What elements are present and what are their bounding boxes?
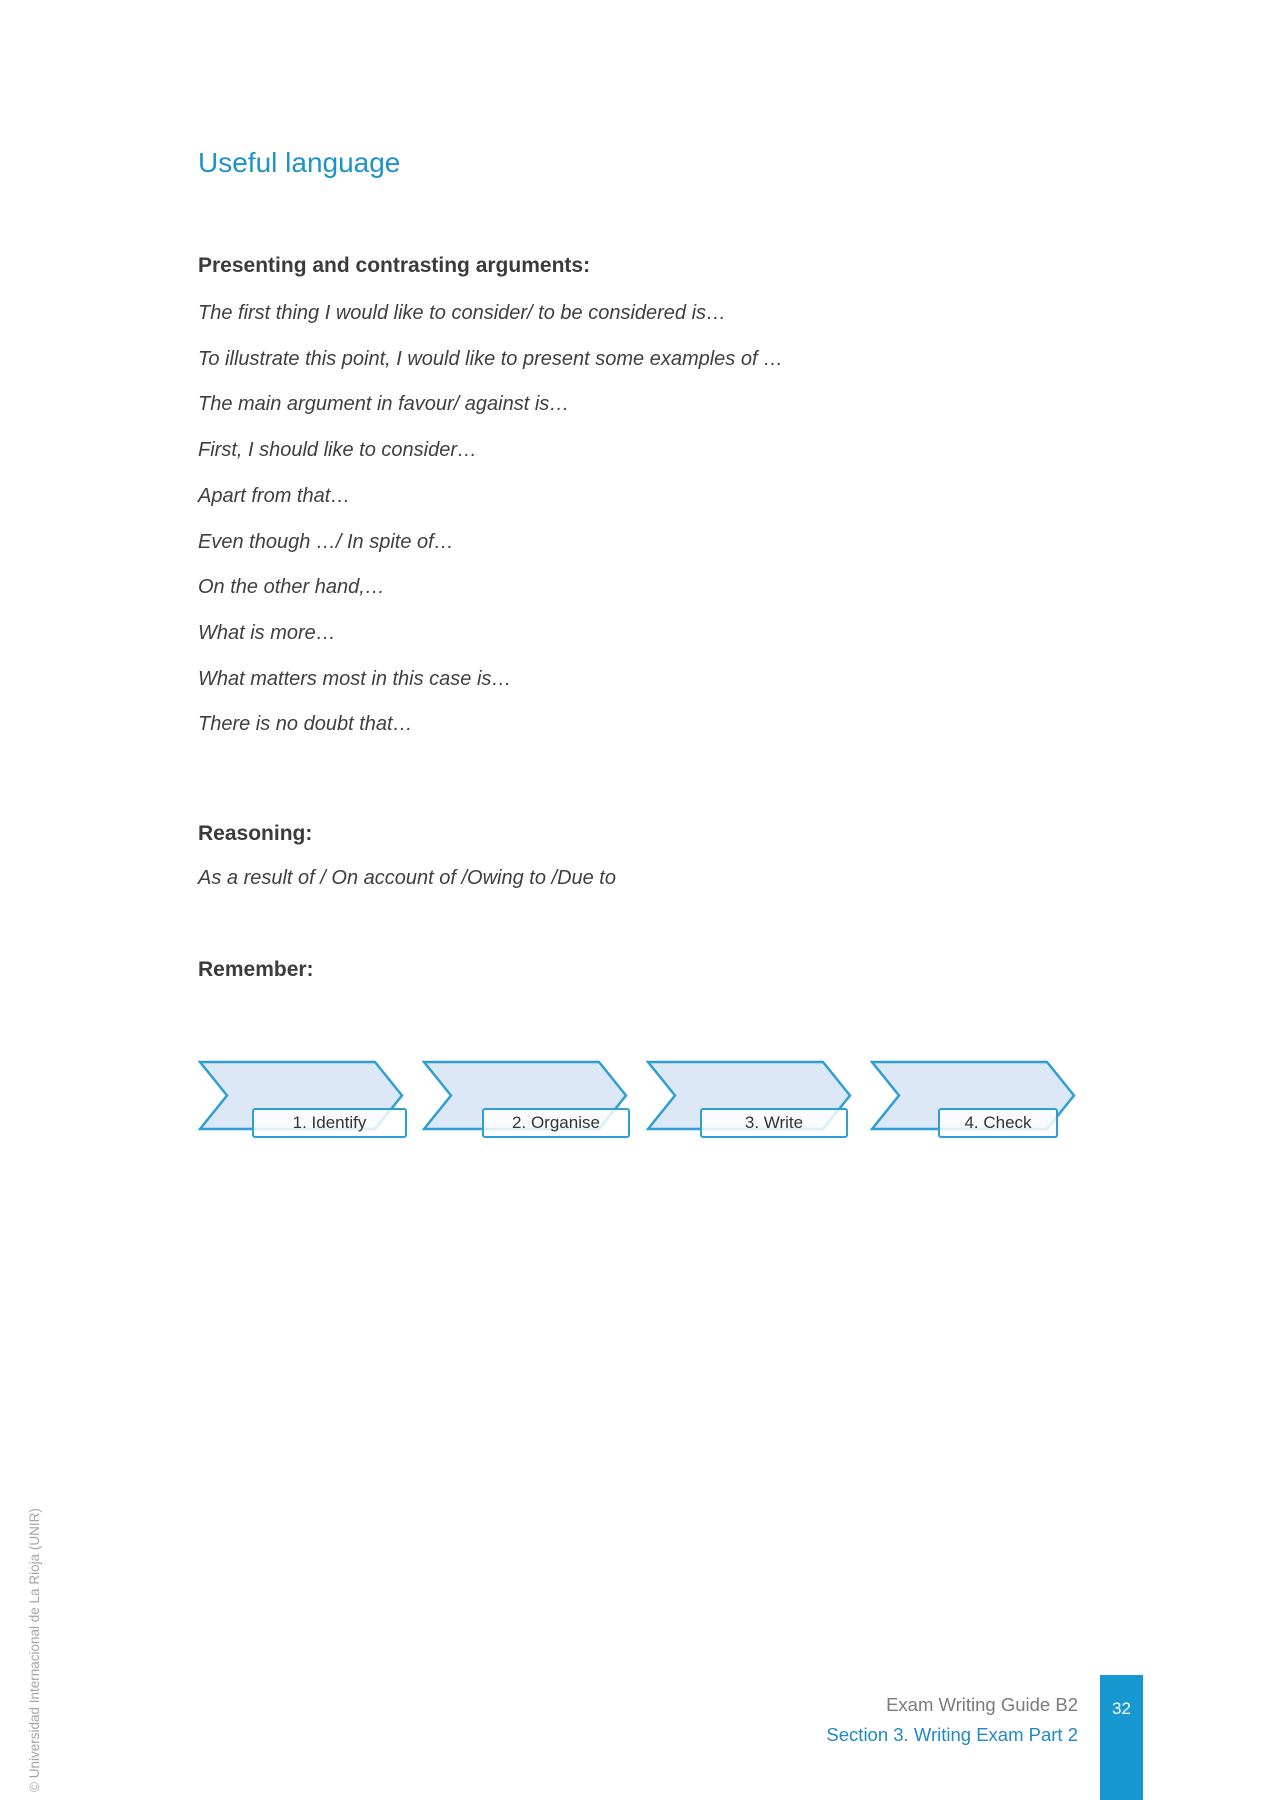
remember-heading: Remember: [198,958,314,981]
copyright-vertical-text: © Universidad Internacional de La Rioja (UNIR) [27,1508,42,1792]
footer-guide-title: Exam Writing Guide B2 [886,1694,1078,1715]
arguments-phrase-list [198,291,783,748]
footer-section-title: Section 3. Writing Exam Part 2 [826,1724,1078,1745]
process-flow-diagram [198,1060,1098,1142]
flow-step-check [870,1060,1076,1142]
footer [826,1690,1078,1750]
reasoning-phrase: As a result of / On account of /Owing to /Due to [198,867,616,889]
flow-step-label: 4. Check [938,1108,1058,1138]
phrase-line: There is no doubt that… [198,713,413,736]
flow-step-label: 1. Identify [252,1108,407,1138]
arguments-heading: Presenting and contrasting arguments: [198,254,591,277]
flow-step-write [646,1060,852,1142]
flow-step-label: 2. Organise [482,1108,630,1138]
phrase-line: The main argument in favour/ against is… [198,393,570,416]
phrase-line: What is more… [198,621,336,644]
phrase-line: What matters most in this case is… [198,667,512,690]
phrase-line: To illustrate this point, I would like to present some examples of … [198,347,784,370]
flow-step-organise [422,1060,628,1142]
page-number-badge: 32 [1100,1675,1143,1800]
phrase-line: The first thing I would like to consider/ to be considered is… [198,302,727,324]
phrase-line: Apart from that… [198,484,351,507]
page-title: Useful language [198,147,401,178]
flow-step-label: 3. Write [700,1108,848,1138]
phrase-line: On the other hand,… [198,576,385,599]
phrase-line: First, I should like to consider… [198,439,477,462]
reasoning-heading: Reasoning: [198,822,313,845]
phrase-line: Even though …/ In spite of… [198,530,454,553]
flow-step-identify [198,1060,404,1142]
